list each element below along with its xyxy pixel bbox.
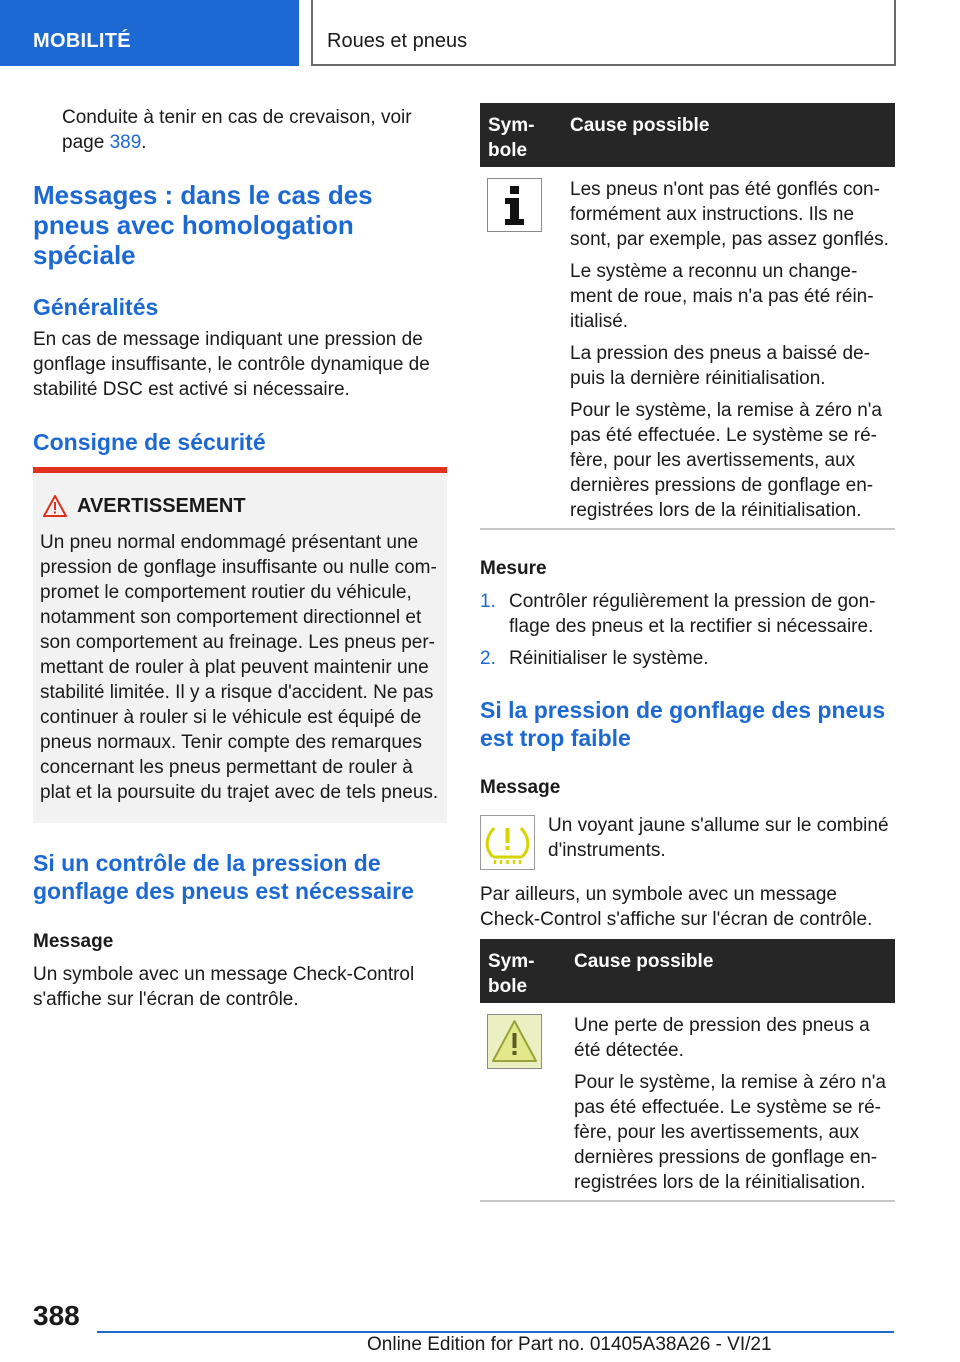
tire-pressure-lamp-icon (480, 815, 535, 870)
page-title: Messages : dans le cas des pneus avec homologation spéciale (33, 180, 373, 270)
footer-edition: Online Edition for Part no. 01405A38A26 - VI/21 (367, 1334, 772, 1355)
message-label-right: Message (480, 777, 561, 798)
section-label: MOBILITÉ (33, 30, 131, 52)
intro-text: Conduite à tenir en cas de crevaison, voir page 389. (62, 107, 412, 153)
table1-header: Sym- bole Cause possible (480, 103, 895, 167)
topic-label: Roues et pneus (327, 30, 468, 52)
table2-causes: Une perte de pression des pneus a été détectée. Pour le système, la remise à zéro n'a pas été effectuée. Le système se ré- fère, pour les avertissements, aux dernières pressions de gonflage en- registrées lors de la réinitialisation. (574, 1015, 886, 1193)
page-number: 388 (33, 1300, 80, 1331)
lamp-text: Un voyant jaune s'allume sur le combiné d'instruments. (548, 815, 889, 861)
check-heading: Si un contrôle de la pression de gonflage des pneus est nécessaire (33, 850, 414, 904)
footer-divider (97, 1331, 894, 1333)
message-text: Un symbole avec un message Check-Control s'affiche sur l'écran de contrôle. (33, 964, 415, 1010)
step-item: 2. Réinitialiser le système. (480, 648, 709, 669)
general-heading: Généralités (33, 294, 159, 320)
table2-header: Sym- bole Cause possible (480, 939, 895, 1003)
measure-steps (480, 589, 895, 671)
section-tab[interactable] (0, 0, 299, 66)
message-label: Message (33, 931, 114, 952)
warning-box (33, 467, 447, 823)
table1-rule (480, 528, 895, 530)
general-text: En cas de message indiquant une pression de gonflage insuffisante, le contrôle dynamique de stabilité DSC est activé si nécessaire. (33, 329, 430, 400)
safety-heading: Consigne de sécurité (33, 429, 266, 455)
low-pressure-heading: Si la pression de gonflage des pneus est trop faible (480, 697, 886, 751)
warning-triangle-icon (43, 495, 67, 517)
warning-body: Un pneu normal endommagé présentant une pression de gonflage insuffisante ou nulle com- promet le comportement routier du véhicule, notamment son comportement directionnel et son comportement au freinage. Les pneus per- mettant de rouler à plat peuvent maintenir une stabilité limitée. Il y a risque d'accident. Ne pas continuer à rouler si le véhicule est équipé de pneus normaux. Tenir compte des remarques concernant les pneus permettant de rouler à plat et la poursuite du trajet avec de tels pneus. (40, 532, 439, 803)
table1-causes: Les pneus n'ont pas été gonflés con- formément aux instructions. Ils ne sont, par exemple, pas assez gonflés. Le système a reconnu un change- ment de roue, mais n'a pas été réin- itialisé. La pression des pneus a baissé de- puis la dernière réinitialisation. Pour le système, la remise à zéro n'a pas été effectuée. Le système se ré- fère, pour les avertissements, aux dernières pressions de gonflage en- registrées lors de la réinitialisation. (570, 179, 889, 521)
topic-tab[interactable] (311, 0, 896, 66)
step-item: 1. Contrôler régulièrement la pression de gon- flage des pneus et la rectifier si nécessaire. (480, 591, 876, 637)
warning-triangle-icon (487, 1014, 542, 1069)
measure-label: Mesure (480, 558, 547, 579)
also-text: Par ailleurs, un symbole avec un message Check-Control s'affiche sur l'écran de contrôle. (480, 884, 873, 930)
info-icon (487, 178, 542, 232)
page-link[interactable]: 389 (109, 132, 142, 153)
warning-title: AVERTISSEMENT (77, 495, 246, 517)
table2-rule (480, 1200, 895, 1202)
